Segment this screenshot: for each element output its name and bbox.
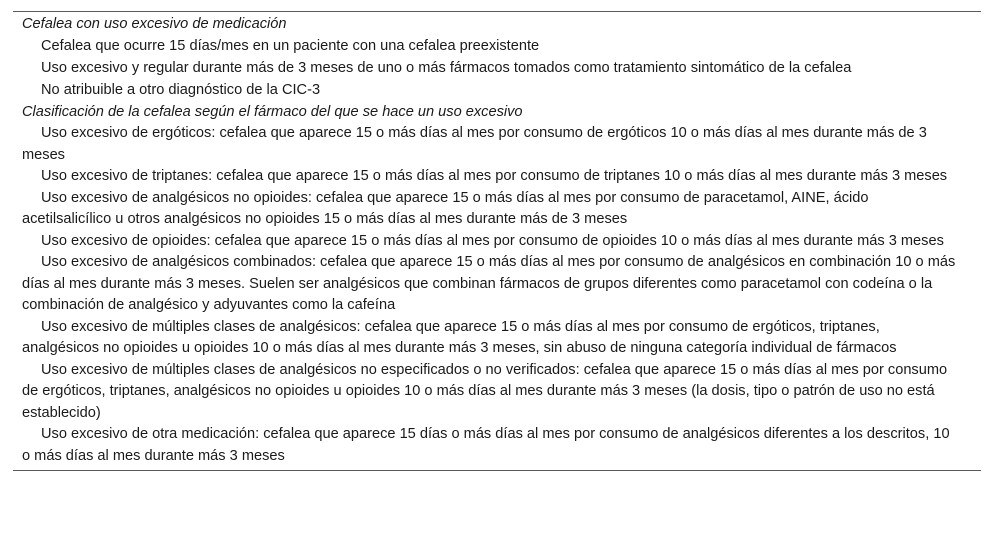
criterion-item: No atribuible a otro diagnóstico de la CIC-3: [41, 82, 321, 98]
criterion-item: Uso excesivo y regular durante más de 3 meses de uno o más fármacos tomados como tratamiento sintomático de la cefalea: [41, 60, 852, 76]
classification-item-combined: Uso excesivo de analgésicos combinados: cefalea que aparece 15 o más días al mes por consumo de analgésicos en combinación 10 o más días al mes durante más 3 meses. Suelen ser analgésicos que combinan fármacos de grupos diferentes como paracetamol con codeína o la combinación de analgésico y adyuvantes como la cafeína: [22, 254, 956, 313]
criteria-table: [13, 11, 981, 471]
classification-item-multiple: Uso excesivo de múltiples clases de analgésicos: cefalea que aparece 15 o más días al mes por consumo de ergóticos, triptanes, analgésicos no opioides u opioides 10 o más días al mes durante más 3 meses, sin abuso de ninguna categoría individual de fármacos: [22, 318, 897, 356]
classification-item-nonopioid: Uso excesivo de analgésicos no opioides: cefalea que aparece 15 o más días al mes por consumo de paracetamol, AINE, ácido acetilsalicílico u otros analgésicos no opioides 15 o más días al mes durante más de 3 meses: [22, 189, 869, 227]
classification-item-unverified: Uso excesivo de múltiples clases de analgésicos no especificados o no verificados: cefalea que aparece 15 o más días al mes por consumo de ergóticos, triptanes, analgésicos no opioides u opioides 10 o más días al mes durante más 3 meses (la dosis, tipo o patrón de uso no está establecido): [22, 361, 948, 421]
classification-item-ergotics: Uso excesivo de ergóticos: cefalea que aparece 15 o más días al mes por consumo de ergóticos 10 o más días al mes durante más de 3 meses: [22, 125, 927, 163]
classification-item-opioids: Uso excesivo de opioides: cefalea que aparece 15 o más días al mes por consumo de opioides 10 o más días al mes durante más 3 meses: [41, 232, 944, 249]
classification-item-other: Uso excesivo de otra medicación: cefalea que aparece 15 días o más días al mes por consumo de analgésicos diferentes a los descritos, 10 o más días al mes durante más 3 meses: [22, 426, 950, 464]
classification-item-triptans: Uso excesivo de triptanes: cefalea que aparece 15 o más días al mes por consumo de triptanes 10 o más días al mes durante más 3 meses: [41, 168, 948, 184]
section-heading-classification: Clasificación de la cefalea según el fármaco del que se hace un uso excesivo: [22, 104, 523, 120]
criterion-item: Cefalea que ocurre 15 días/mes en un paciente con una cefalea preexistente: [41, 38, 540, 54]
section-heading-moh: Cefalea con uso excesivo de medicación: [22, 16, 287, 32]
